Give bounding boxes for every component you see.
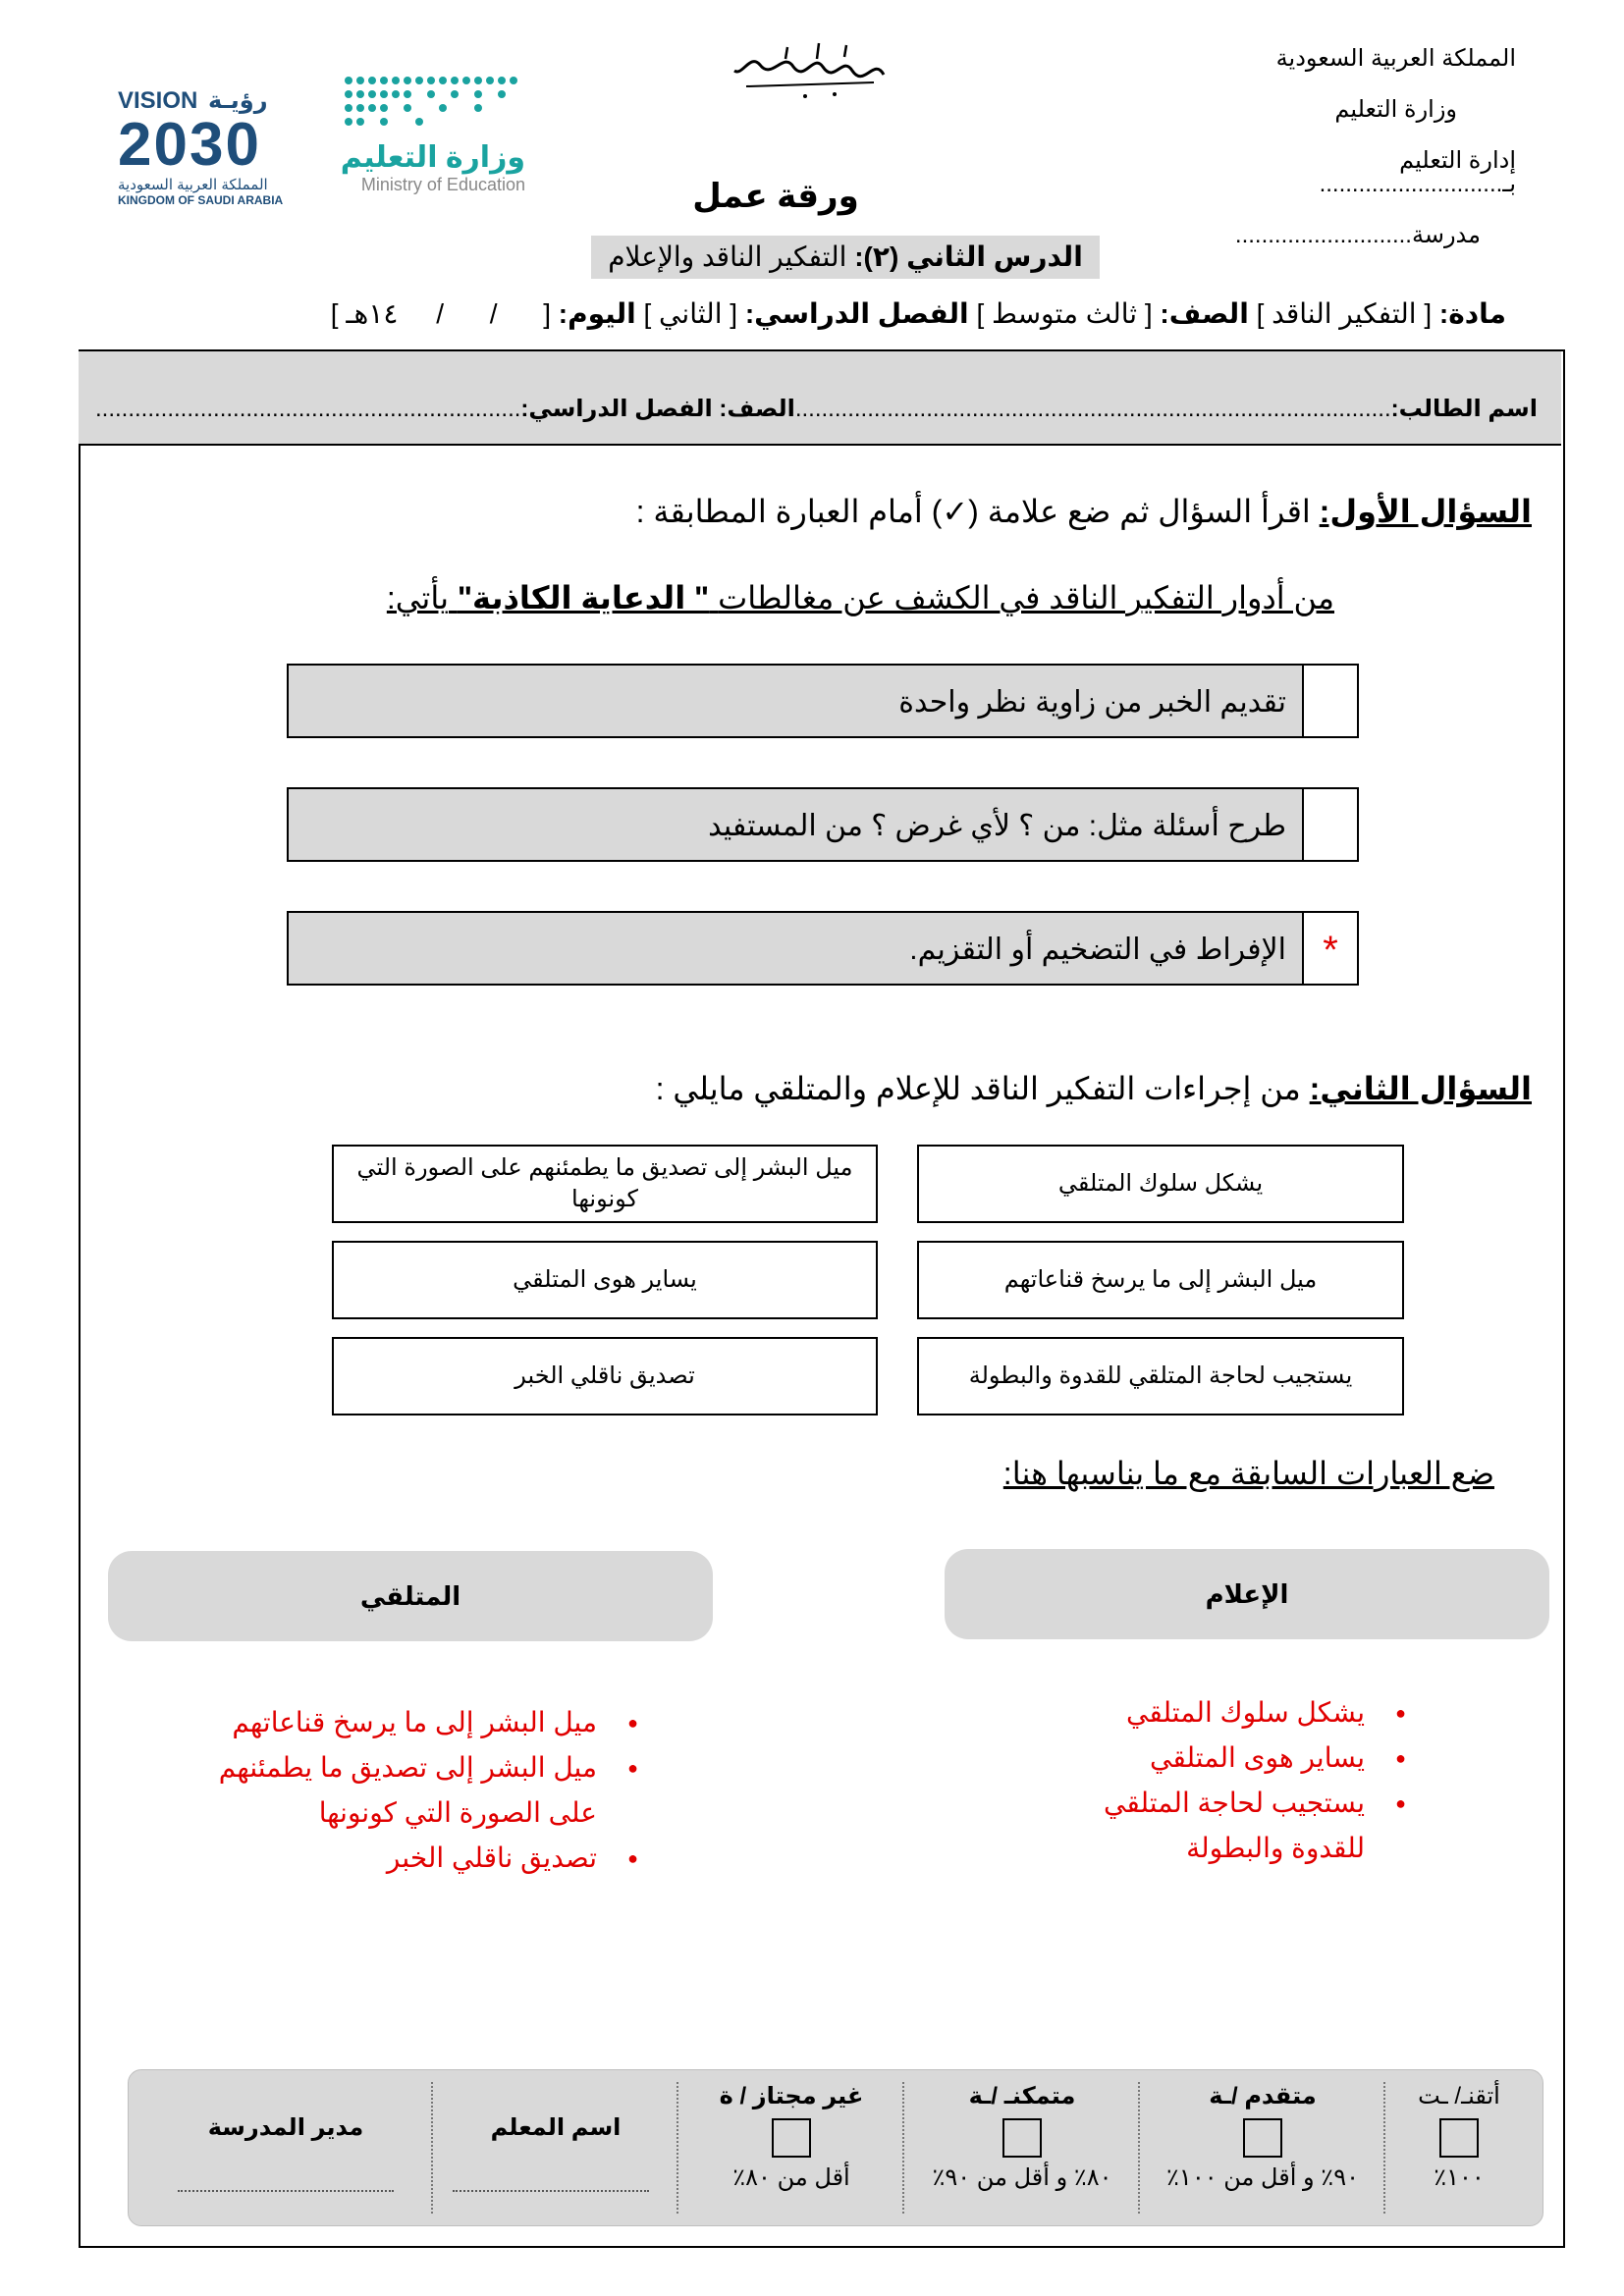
term-value: [ الثاني ] xyxy=(643,298,738,329)
question-1-label: السؤال الأول: xyxy=(1319,494,1532,529)
statement-card[interactable]: يشكل سلوك المتلقي xyxy=(917,1145,1404,1223)
rubric-divider xyxy=(1383,2082,1385,2214)
rubric-not-passed-checkbox[interactable] xyxy=(772,2118,811,2158)
question-1-stem xyxy=(387,579,1334,616)
option-checkbox[interactable]: * xyxy=(1302,913,1357,984)
question-2 xyxy=(656,1070,1532,1107)
answer-item: ● يساير هوى المتلقي xyxy=(1033,1735,1406,1781)
option-text: طرح أسئلة مثل: من ؟ لأي غرض ؟ من المستفيد xyxy=(708,810,1286,842)
rubric-advanced xyxy=(1150,2082,1376,2214)
rubric-divider xyxy=(1138,2082,1140,2214)
student-term-field[interactable]: ................................................................. xyxy=(95,396,521,422)
question-2-label: السؤال الثاني: xyxy=(1309,1071,1532,1106)
admin-line xyxy=(1202,149,1516,196)
kingdom-text: المملكة العربية السعودية xyxy=(1275,45,1516,72)
option-checkbox[interactable] xyxy=(1302,666,1357,736)
option-text: تقديم الخبر من زاوية نظر واحدة xyxy=(898,686,1286,719)
day-value: [ / / ١٤هـ ] xyxy=(330,298,551,329)
header-school-info xyxy=(1202,47,1516,275)
basmala-calligraphy-icon xyxy=(727,37,893,106)
page-title: ورقة عمل xyxy=(692,178,859,215)
student-term-label: الفصل الدراسي: xyxy=(520,396,713,422)
rubric-advanced-checkbox[interactable] xyxy=(1243,2118,1282,2158)
principal-label: مدير المدرسة xyxy=(207,2114,364,2141)
category-media: الإعلام xyxy=(945,1549,1549,1639)
rubric-proficient-label: متمكنـ /ـة xyxy=(968,2083,1076,2109)
rubric-mastered-checkbox[interactable] xyxy=(1439,2118,1479,2158)
question-1 xyxy=(636,493,1532,530)
subject-label: مادة: xyxy=(1438,298,1506,329)
vision-year: 2030 xyxy=(118,111,261,179)
rubric-divider xyxy=(902,2082,904,2214)
rubric-not-passed-range: أقل من ٨٠٪ xyxy=(732,2164,850,2191)
option-text: الإفراط في التضخيم أو التقزيم. xyxy=(909,934,1286,966)
vision-2030-logo xyxy=(118,86,314,224)
teacher-label: اسم المعلم xyxy=(490,2114,622,2141)
vision-kingdom-ar: المملكة العربية السعودية xyxy=(118,177,268,193)
answer-item: ● ميل البشر إلى ما يرسخ قناعاتهم xyxy=(206,1700,638,1745)
placement-instruction: ضع العبارات السابقة مع ما يناسبها هنا: xyxy=(1002,1456,1494,1491)
statement-card[interactable]: ميل البشر إلى ما يرسخ قناعاتهم xyxy=(917,1241,1404,1319)
admin-dots: ............................ xyxy=(1319,171,1503,197)
school-line xyxy=(1202,224,1516,247)
logos-area xyxy=(108,61,525,228)
rubric-proficient-range: ٨٠٪ و أقل من ٩٠٪ xyxy=(932,2164,1112,2191)
rubric-mastered-range: ١٠٠٪ xyxy=(1434,2164,1485,2191)
option-row[interactable] xyxy=(287,911,1359,986)
student-info-bar xyxy=(79,351,1561,446)
question-1-instruction: اقرأ السؤال ثم ضع علامة (✓) أمام العبارة المطابقة : xyxy=(635,494,1311,529)
teacher-signature-line[interactable] xyxy=(453,2190,649,2192)
option-checkbox[interactable] xyxy=(1302,789,1357,860)
answers-receiver xyxy=(206,1700,638,1881)
day-label: اليوم: xyxy=(558,298,636,329)
rubric-teacher xyxy=(443,2082,669,2214)
stem-bold: " الدعاية الكاذبة" xyxy=(457,580,710,615)
moe-en: Ministry of Education xyxy=(360,175,525,194)
moe-ar: وزارة التعليم xyxy=(340,141,525,174)
school-label: مدرسة xyxy=(1411,222,1481,248)
option-row[interactable] xyxy=(287,787,1359,862)
ministry-text: وزارة التعليم xyxy=(1334,96,1457,123)
principal-signature-line[interactable] xyxy=(178,2190,394,2192)
student-grade-label: الصف: xyxy=(719,396,795,422)
student-name-field[interactable]: ........................................................................................... xyxy=(794,396,1391,422)
rubric-principal xyxy=(148,2082,423,2214)
lesson-name: التفكير الناقد والإعلام xyxy=(608,241,847,272)
answers-media xyxy=(1033,1690,1406,1871)
rubric-divider xyxy=(431,2082,433,2214)
rubric-mastered xyxy=(1395,2082,1523,2214)
moe-logo xyxy=(329,71,525,218)
student-info-line xyxy=(95,395,1538,423)
moe-dots-icon xyxy=(339,71,525,130)
statement-card[interactable]: يستجيب لحاجة المتلقي للقدوة والبطولة xyxy=(917,1337,1404,1415)
rubric-not-passed xyxy=(688,2082,894,2214)
rubric-not-passed-label: غير مجتاز / ة xyxy=(719,2083,864,2109)
grade-value: [ ثالث متوسط ] xyxy=(976,298,1153,329)
rubric-advanced-range: ٩٠٪ و أقل من ١٠٠٪ xyxy=(1166,2164,1359,2191)
answer-item: ● تصديق ناقلي الخبر xyxy=(206,1836,638,1881)
answer-item: ● يشكل سلوك المتلقي xyxy=(1033,1690,1406,1735)
term-label: الفصل الدراسي: xyxy=(744,298,969,329)
rubric-advanced-label: متقدم /ـة xyxy=(1209,2083,1317,2109)
lesson-title xyxy=(591,236,1100,279)
statement-card[interactable]: يساير هوى المتلقي xyxy=(332,1241,878,1319)
school-dots: ........................... xyxy=(1234,222,1412,248)
statement-card[interactable]: تصديق ناقلي الخبر xyxy=(332,1337,878,1415)
lesson-label: الدرس الثاني (٢): xyxy=(854,241,1083,272)
stem-after: يأتي: xyxy=(386,580,449,615)
answer-item: ● يستجيب لحاجة المتلقي للقدوة والبطولة xyxy=(1033,1781,1406,1871)
grade-label: الصف: xyxy=(1160,298,1249,329)
admin-label: إدارة التعليم بـ xyxy=(1399,147,1516,197)
vision-ar: رؤيـة xyxy=(208,87,268,114)
answer-item: ● ميل البشر إلى تصديق ما يطمئنهم على الصورة التي كونونها xyxy=(206,1745,638,1836)
meta-line xyxy=(92,294,1506,334)
rubric-proficient-checkbox[interactable] xyxy=(1002,2118,1042,2158)
vision-kingdom-en: KINGDOM OF SAUDI ARABIA xyxy=(118,193,284,207)
vision-en: VISION xyxy=(118,87,198,114)
student-name-label: اسم الطالب: xyxy=(1390,396,1538,422)
statement-card[interactable]: ميل البشر إلى تصديق ما يطمئنهم على الصورة التي كونونها xyxy=(332,1145,878,1223)
subject-value: [ التفكير الناقد ] xyxy=(1256,298,1433,329)
rubric-divider xyxy=(677,2082,678,2214)
basmala-calligraphy xyxy=(727,37,893,106)
rubric-mastered-label: أتقنـ/ ـت xyxy=(1418,2083,1500,2109)
stem-before: من أدوار التفكير الناقد في الكشف عن مغالطات xyxy=(718,580,1334,615)
category-receiver: المتلقي xyxy=(108,1551,713,1641)
question-2-instruction: من إجراءات التفكير الناقد للإعلام والمتلقي مايلي : xyxy=(655,1071,1301,1106)
rubric-box xyxy=(128,2069,1543,2226)
option-row[interactable] xyxy=(287,664,1359,738)
rubric-proficient xyxy=(914,2082,1130,2214)
